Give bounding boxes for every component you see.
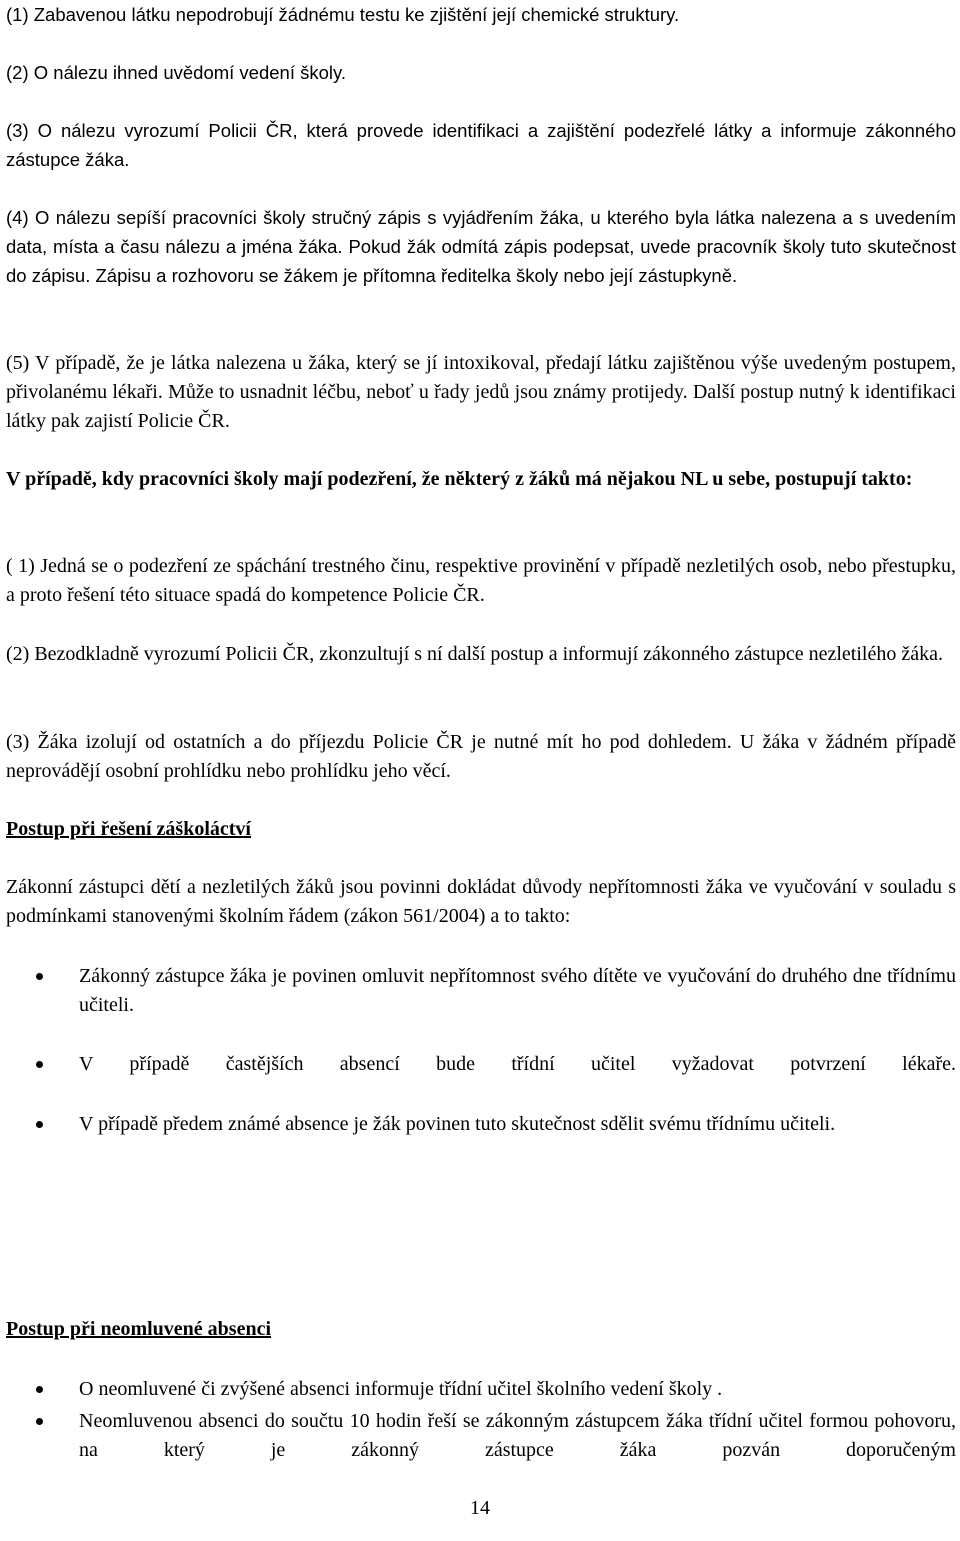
suspicion-point-3: (3) Žáka izolují od ostatních a do příjezdu Policie ČR je nutné mít ho pod dohledem. U žáka v žádném případě neprovádějí osobní prohlídku nebo prohlídku jeho věcí.: [6, 731, 956, 782]
suspicion-heading: V případě, kdy pracovníci školy mají podezření, že některý z žáků má nějakou NL u sebe, postupují takto:: [6, 468, 913, 490]
unexcused-bullet-2: Neomluvenou absenci do součtu 10 hodin řeší se zákonným zástupcem žáka třídní učitel formou pohovoru, na který je zákonný zástupce žáka pozván doporučeným: [79, 1410, 956, 1461]
truancy-bullet-2: V případě častějších absencí bude třídní učitel vyžadovat potvrzení lékaře.: [79, 1053, 956, 1075]
truancy-bullet-3: V případě předem známé absence je žák povinen tuto skutečnost sdělit svému třídnímu učiteli.: [79, 1113, 836, 1135]
unexcused-heading: Postup při neomluvené absenci: [6, 1318, 272, 1340]
page-number: 14: [470, 1497, 490, 1519]
paragraph-5: (5) V případě, že je látka nalezena u žáka, který se jí intoxikoval, předají látku zajištěnou výše uvedeným postupem, přivolanému lékaři. Může to usnadnit léčbu, neboť u řady jedů jsou známy protijedy. Další postup nutný k identifikaci látky pak zajistí Policie ČR.: [6, 352, 956, 432]
truancy-bullet-1: Zákonný zástupce žáka je povinen omluvit nepřítomnost svého dítěte ve vyučování do druhého dne třídnímu učiteli.: [79, 965, 956, 1016]
list-item-3: (3) O nálezu vyrozumí Policii ČR, která provede identifikaci a zajištění podezřelé látky a informuje zákonného zástupce žáka.: [6, 120, 956, 170]
suspicion-point-1: ( 1) Jedná se o podezření ze spáchání trestného činu, respektive provinění v případě nezletilých osob, nebo přestupku, a proto řešení této situace spadá do kompetence Policie ČR.: [6, 555, 956, 606]
suspicion-point-2: (2) Bezodkladně vyrozumí Policii ČR, zkonzultují s ní další postup a informují zákonného zástupce nezletilého žáka.: [6, 643, 943, 665]
bullet-icon: [36, 1110, 48, 1139]
truancy-heading: Postup při řešení záškoláctví: [6, 818, 251, 840]
bullet-icon: [36, 1407, 48, 1436]
truancy-intro: Zákonní zástupci dětí a nezletilých žáků jsou povinni dokládat důvody nepřítomnosti žáka ve vyučování v souladu s podmínkami stanovenými školním řádem (zákon 561/2004) a to takto:: [6, 876, 956, 927]
bullet-icon: [36, 1375, 48, 1404]
unexcused-bullet-1: O neomluvené či zvýšené absenci informuje třídní učitel školního vedení školy .: [79, 1378, 723, 1400]
list-item-2: (2) O nálezu ihned uvědomí vedení školy.: [6, 62, 347, 83]
list-item-1: (1) Zabavenou látku nepodrobují žádnému testu ke zjištění její chemické struktury.: [6, 4, 680, 25]
bullet-icon: [36, 962, 48, 991]
paragraph-4: (4) O nálezu sepíší pracovníci školy stručný zápis s vyjádřením žáka, u kterého byla látka nalezena a s uvedením data, místa a času nálezu a jména žáka. Pokud žák odmítá zápis podepsat, uvede pracovník školy tuto skutečnost do zápisu. Zápisu a rozhovoru se žákem je přítomna ředitelka školy nebo její zástupkyně.: [6, 207, 956, 286]
bullet-icon: [36, 1050, 48, 1079]
